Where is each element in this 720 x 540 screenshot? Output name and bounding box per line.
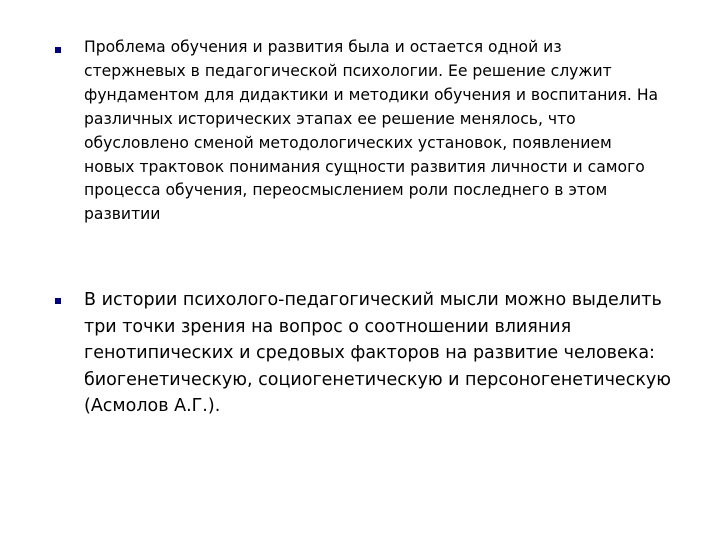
bullet-text-2: В истории психолого-педагогический мысли можно выделить три точки зрения на вопрос о соотношении влияния генотипических и средовых факторов на развитие человека: биогенетическую, социогенетическую и персоногенетическую (Асмолов А.Г.). xyxy=(84,290,671,417)
square-bullet-icon xyxy=(55,47,61,53)
square-bullet-icon xyxy=(55,298,61,304)
bullet-item-1 xyxy=(0,36,659,227)
bullet-item-2 xyxy=(0,287,674,420)
bullet-text-1: Проблема обучения и развития была и остается одной из стержневых в педагогической психологии. Ее решение служит фундаментом для дидактики и методики обучения и воспитания. На различных исторических этапах ее решение менялось, что обусловлено сменой методологических установок, появлением новых трактовок понимания сущности развития личности и самого процесса обучения, переосмыслением роли последнего в этом развитии xyxy=(84,38,659,224)
